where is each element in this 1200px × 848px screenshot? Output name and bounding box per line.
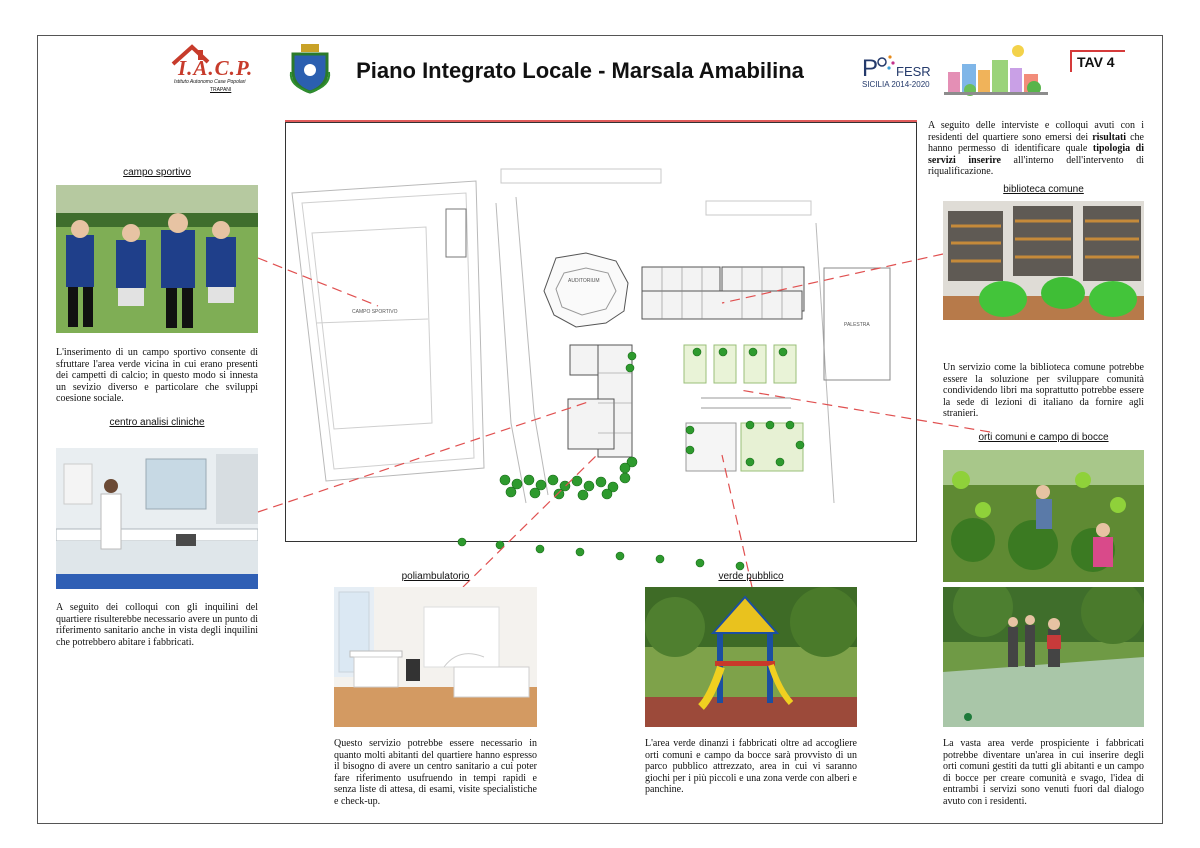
caption-campo-sportivo: campo sportivo [123, 167, 191, 178]
caption-verde-pubblico: verde pubblico [718, 571, 784, 582]
text-orti: La vasta area verde prospiciente i fabbricati potrebbe diventare un'area in cui inserire degli orti comuni gestiti da tutti gli abitanti e un campo di bocce per creare comunità e svago, l'idea di entrambi i servizi sono venuti fuori dal dialogo avuto con i residenti. [943, 738, 1144, 807]
svg-text:P: P [862, 55, 879, 80]
intro-text-bold2: tipologia di servizi inserire [928, 143, 1144, 166]
community-illustration-icon [940, 42, 1052, 100]
caption-poliambulatorio: poliambulatorio [401, 571, 470, 582]
caption-centro-analisi: centro analisi cliniche [109, 417, 205, 428]
intro-text-part3: all'interno dell'intervento di riqualificazione. [928, 154, 1144, 177]
page-title: Piano Integrato Locale - Marsala Amabilina [356, 58, 804, 83]
plan-label-campo-sportivo: CAMPO SPORTIVO [352, 309, 398, 315]
text-poliambulatorio: Questo servizio potrebbe essere necessario in quanto molti abitanti del quartiere hanno espresso il bisogno di avere un centro sanitario a cui poter fare riferimento usufruendo in tempi rapidi e senza liste di attesa, di esami, visite specialistiche e check-up. [334, 738, 537, 807]
plan-label-palestra: PALESTRA [844, 322, 870, 328]
po-fesr-logo-sub: SICILIA 2014-2020 [862, 80, 930, 89]
intro-text-part2: che hanno permesso di identificare quale [928, 131, 1144, 154]
iacp-logo-sub1: Istituto Autonomo Case Popolari [174, 79, 246, 85]
iacp-logo-sub2: TRAPANI [210, 87, 232, 93]
photo-biblioteca [943, 201, 1144, 320]
photo-poliambulatorio [334, 587, 537, 727]
iacp-logo [170, 42, 268, 96]
tav-label: TAV 4 [1070, 50, 1125, 72]
plan-label-auditorium: AUDITORIUM [568, 278, 600, 284]
site-plan [285, 122, 917, 542]
photo-centro-analisi [56, 434, 258, 589]
iacp-logo-text: I.A.C.P. [178, 56, 254, 80]
caption-biblioteca: biblioteca comune [1003, 184, 1084, 195]
po-fesr-logo [860, 50, 932, 92]
photo-campo-bocce [943, 587, 1144, 727]
intro-text-part1: A seguito delle interviste e colloqui avuti con i residenti del quartiere sono emersi dei [928, 120, 1144, 143]
text-campo-sportivo: L'inserimento di un campo sportivo consente di sfruttare l'area verde vicina in cui erano presenti dei campetti di calcio; in questo modo si innesta un sevizio diverso e particolare che sviluppi coesione sociale. [56, 347, 258, 404]
text-centro-analisi: A seguito dei colloqui con gli inquilini del quartiere risulterebbe necessario avere un punto di riferimento sanitario anche in vista degli inquilini che potrebbero abitare i fabbricati. [56, 602, 258, 648]
intro-text-bold1: risultati [1092, 131, 1127, 143]
text-verde-pubblico: L'area verde dinanzi i fabbricati oltre ad accogliere orti comuni e campo da bocce sarà provvisto di un parco pubblico attrezzato, area in cui vi saranno giochi per i più piccoli e una zona verde con alberi e panchine. [645, 738, 857, 795]
intro-text [928, 120, 1144, 178]
po-fesr-logo-text: FESR [896, 64, 931, 79]
photo-orti [943, 450, 1144, 582]
photo-campo-sportivo [56, 185, 258, 333]
text-biblioteca: Un servizio come la biblioteca comune potrebbe essere la soluzione per sviluppare comunità condividendo libri ma soprattutto potrebbe essere la sede di lezioni di italiano da fornire agli stranieri. [943, 362, 1144, 419]
caption-orti: orti comuni e campo di bocce [978, 432, 1109, 443]
photo-verde-pubblico [645, 587, 857, 727]
